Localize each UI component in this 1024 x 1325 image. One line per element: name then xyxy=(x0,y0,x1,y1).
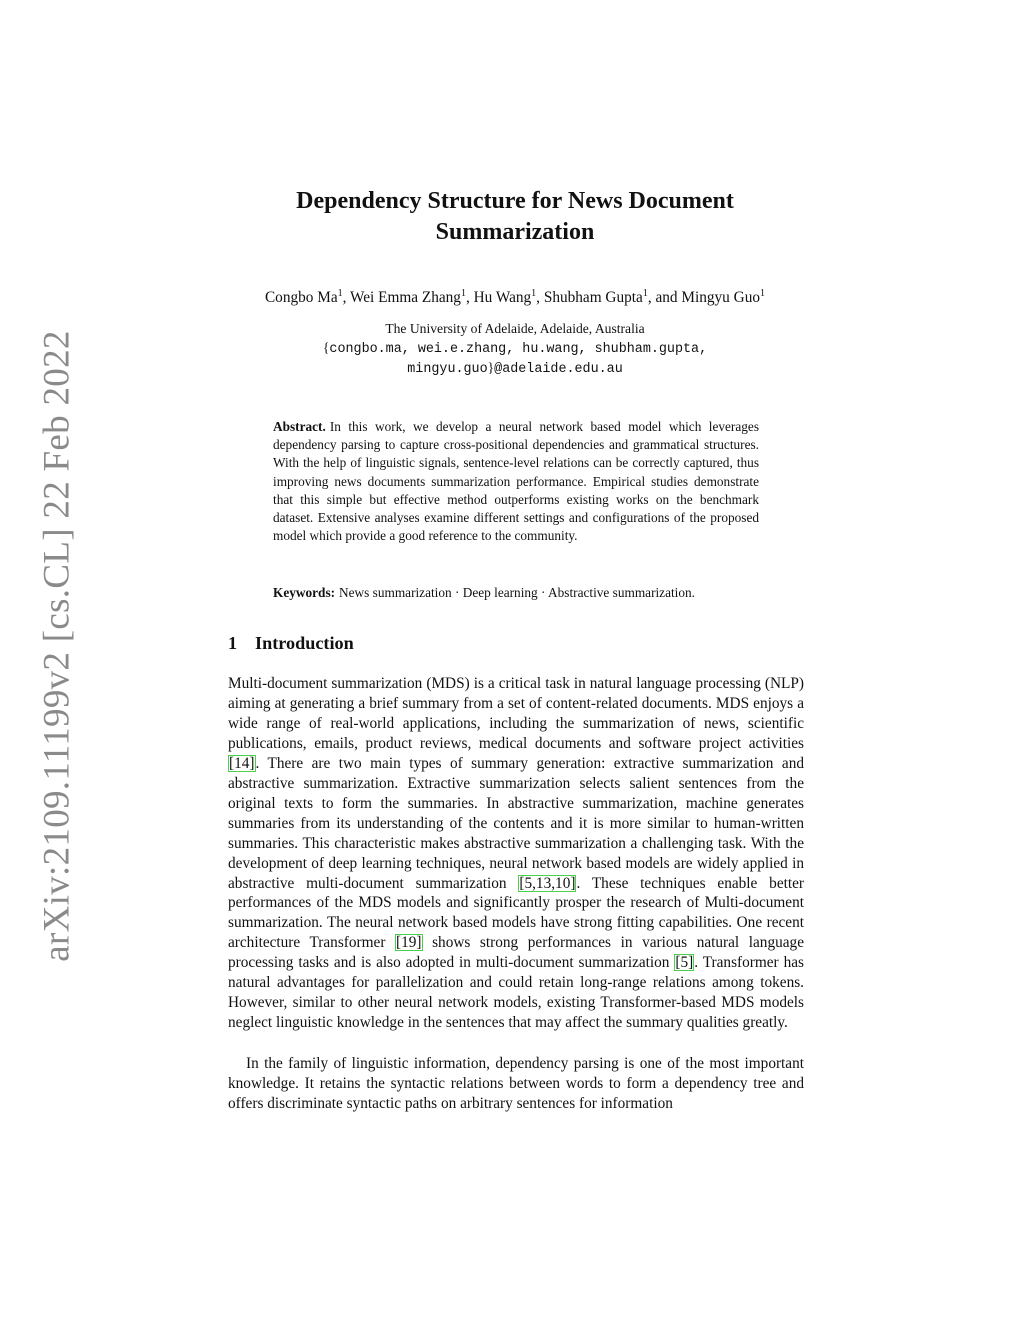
paragraph-text: . These techniques enable better performances of the MDS models and significantly prosper the research of Multi-document summarization. The neural network based models have strong fitting capabilities. One recent architecture Transformer xyxy=(228,874,804,952)
arxiv-identifier-stamp: arXiv:2109.11199v2 [cs.CL] 22 Feb 2022 xyxy=(36,330,78,962)
author-name: Wei Emma Zhang xyxy=(350,289,461,307)
paragraph-text: Multi-document summarization (MDS) is a critical task in natural language processing (NLP) aiming at generating a brief summary from a set of content-related documents. MDS enjoys a wide range of real-world applications, including the summarization of news, scientific publications, emails, product reviews, medical documents and software project activities xyxy=(228,675,804,752)
citation-link[interactable]: [5] xyxy=(675,954,694,972)
author-separator: , xyxy=(342,289,351,307)
abstract-text: In this work, we develop a neural network based model which leverages dependency parsing to capture cross-positional dependencies and grammatical structures. With the help of linguistic signals, sentence-level relations can be correctly captured, thus improving news documents summarization performance. Empirical studies demonstrate that this simple but effective method outperforms existing works on the benchmark dataset. Extensive analyses examine different settings and configurations of the proposed model which provide a good reference to the community. xyxy=(273,419,759,544)
affiliation: The University of Adelaide, Adelaide, Australia xyxy=(385,321,645,336)
author-name: Shubham Gupta xyxy=(543,289,643,307)
citation-link[interactable]: [5,13,10] xyxy=(519,874,576,892)
abstract xyxy=(273,418,759,545)
author-affiliation-mark: 1 xyxy=(642,288,648,299)
section-heading-introduction xyxy=(228,633,354,654)
keywords-text: News summarization · Deep learning · Abstractive summarization. xyxy=(339,585,695,600)
author-affiliation-mark: 1 xyxy=(460,288,466,299)
email-line-1 xyxy=(230,339,800,359)
citation-link[interactable]: [14] xyxy=(229,754,255,772)
citation-link[interactable]: [19] xyxy=(396,934,422,952)
email-open-brace: { xyxy=(322,340,330,355)
abstract-label: Abstract. xyxy=(273,419,326,434)
author-separator: , xyxy=(465,289,474,307)
email-usernames-2: mingyu.guo xyxy=(407,362,488,377)
paragraph-text: . There are two main types of summary generation: extractive summarization and abstractive summarization. Extractive summarization selects salient sentences from the original texts to form the summaries. In abstractive summarization, machine generates summaries from its understanding of the contents and it is more similar to human-written summaries. This characteristic makes abstractive summarization a challenging task. With the development of deep learning techniques, neural network based models are widely applied in abstractive multi-document summarization xyxy=(228,754,804,892)
author-separator: , xyxy=(536,289,544,307)
author-list xyxy=(200,284,830,308)
email-domain: @adelaide.edu.au xyxy=(494,362,623,377)
author-name: Mingyu Guo xyxy=(681,289,760,307)
author-name: Hu Wang xyxy=(473,289,532,307)
author-affiliation-mark: 1 xyxy=(531,288,537,299)
keywords-label: Keywords: xyxy=(273,585,336,600)
email-close-brace: } xyxy=(487,360,495,375)
paper-title xyxy=(230,186,800,248)
paragraph-text: shows strong performances in various natural language processing tasks and is also adopted in multi-document summarization xyxy=(228,934,804,972)
email-line-2 xyxy=(230,359,800,379)
paper-title-line-2: Summarization xyxy=(435,219,595,245)
paper-title-line-1: Dependency Structure for News Document xyxy=(296,188,734,214)
email-usernames-1: congbo.ma, wei.e.zhang, hu.wang, shubham.gupta, xyxy=(329,342,708,357)
author-name: Congbo Ma xyxy=(264,289,338,307)
keywords xyxy=(273,584,759,602)
intro-paragraph-1 xyxy=(228,674,804,1033)
author-affiliation-mark: 1 xyxy=(760,288,765,299)
section-title: Introduction xyxy=(255,633,354,653)
intro-paragraph-2: In the family of linguistic information, dependency parsing is one of the most important knowledge. It retains the syntactic relations between words to form a dependency tree and offers discriminate syntactic paths on arbitrary sentences for information xyxy=(228,1055,804,1112)
author-affiliation-mark: 1 xyxy=(337,288,343,299)
paragraph-text: . Transformer has natural advantages for parallelization and could retain long-range relations among tokens. However, similar to other neural network models, existing Transformer-based MDS models neglect linguistic knowledge in the sentences that may affect the summary qualities greatly. xyxy=(228,954,804,1032)
author-emails xyxy=(230,339,800,379)
section-number: 1 xyxy=(228,633,238,653)
author-separator: , and xyxy=(647,289,682,307)
